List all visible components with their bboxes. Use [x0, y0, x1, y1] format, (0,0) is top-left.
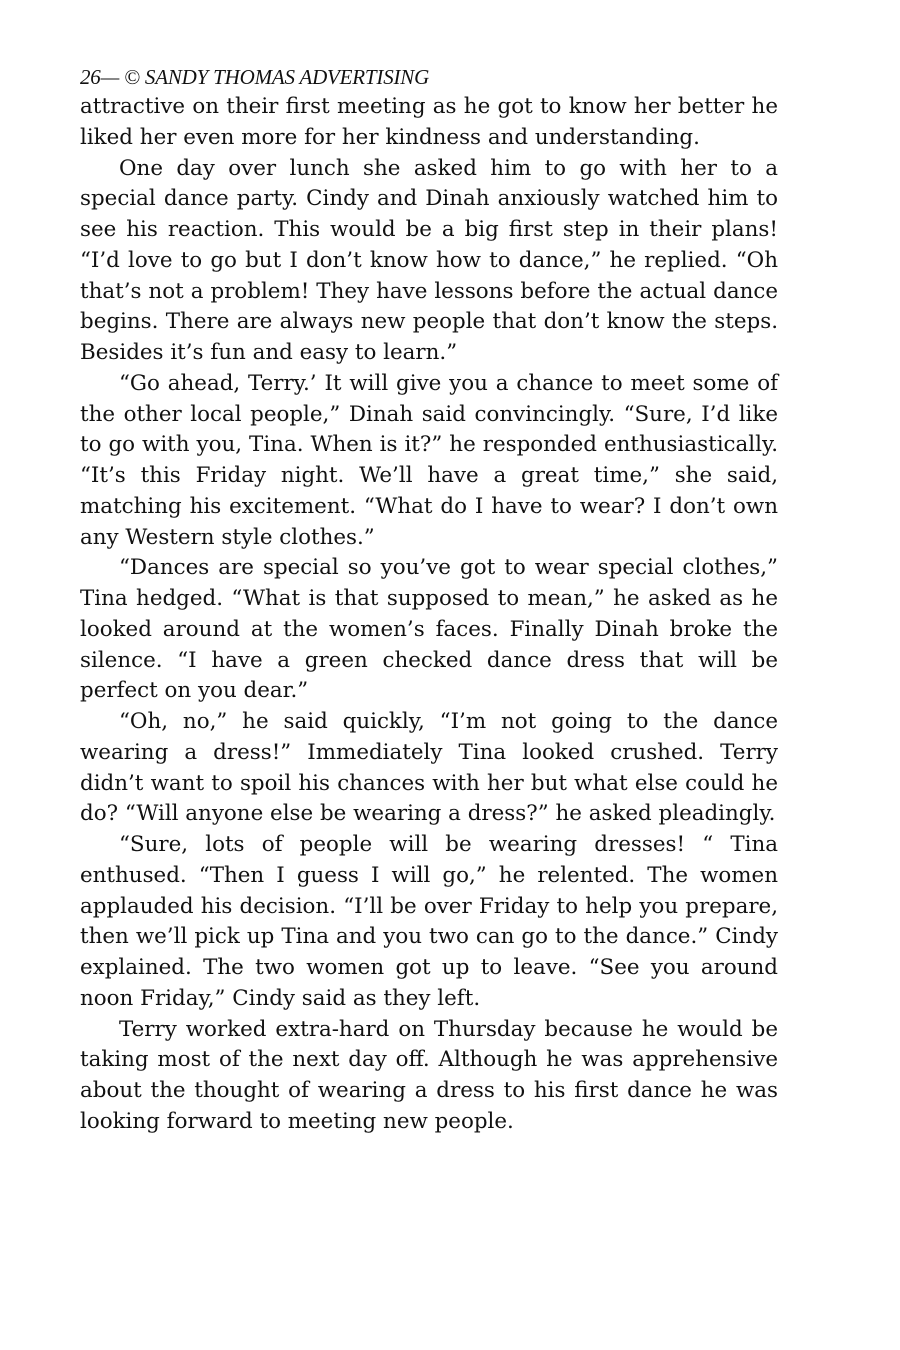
paragraph: One day over lunch she asked him to go with her to a special dance party. Cindy and Dinah anxiously watched him to see his reaction. This would be a big first step in their plans! “I’d love to go but I don’t know how to dance,” he replied. “Oh that’s not a problem! They have lessons before the actual dance begins. There are always new people that don’t know the steps. Besides it’s fun and easy to learn.”: [80, 155, 778, 365]
paragraph: “Dances are special so you’ve got to wear special clothes,” Tina hedged. “What is that supposed to mean,” he asked as he looked around at the women’s faces. Finally Dinah broke the silence. “I have a green checked dance dress that will be perfect on you dear.”: [80, 555, 778, 704]
paragraph-continuation: attractive on their first meeting as he got to know her better he liked her even more for her kindness and understanding.: [80, 94, 778, 150]
paragraph: Terry worked extra-hard on Thursday because he would be taking most of the next day off. Although he was apprehensive about the thought of wearing a dress to his first dance he was looking forward to meeting new people.: [80, 1016, 778, 1134]
paragraph: “Oh, no,” he said quickly, “I’m not going to the dance wearing a dress!” Immediately Tina looked crushed. Terry didn’t want to spoil his chances with her but what else could he do? “Will anyone else be wearing a dress?” he asked pleadingly.: [80, 709, 778, 827]
paragraph: “Go ahead, Terry.’ It will give you a chance to meet some of the other local people,” Dinah said convincingly. “Sure, I’d like to go with you, Tina. When is it?” he responded enthusiastically. “It’s this Friday night. We’ll have a great time,” she said, matching his excitement. “What do I have to wear? I don’t own any Western style clothes.”: [80, 370, 778, 550]
running-head: 26— © SANDY THOMAS ADVERTISING: [80, 65, 430, 89]
paragraph: “Sure, lots of people will be wearing dresses! “ Tina enthused. “Then I guess I will go,” he relented. The women applauded his decision. “I’ll be over Friday to help you prepare, then we’ll pick up Tina and you two can go to the dance.” Cindy explained. The two women got up to leave. “See you around noon Friday,” Cindy said as they left.: [80, 832, 778, 1011]
book-page: [80, 62, 778, 1138]
